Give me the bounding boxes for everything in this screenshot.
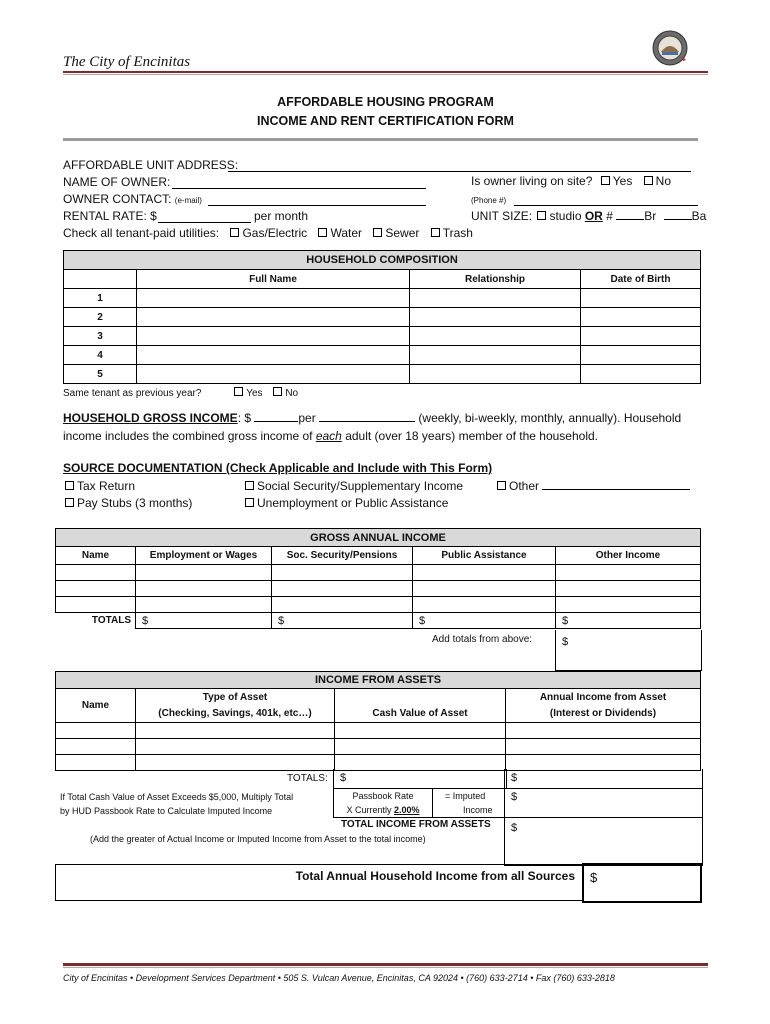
assets-totals-cash[interactable]: $ xyxy=(333,769,507,789)
gas-electric-checkbox[interactable] xyxy=(230,228,239,237)
income-from-assets-table: INCOME FROM ASSETS Name Type of Asset (Checking, Savings, 401k, etc…) Cash Value of Asset Annual Income from Asset (Interest or Dividends) xyxy=(55,671,701,771)
pay-stubs-checkbox[interactable] xyxy=(65,498,74,507)
form-title-line2: INCOME AND RENT CERTIFICATION FORM xyxy=(257,114,514,128)
household-title: HOUSEHOLD COMPOSITION xyxy=(64,251,701,270)
total-annual-label: Total Annual Household Income from all Sources xyxy=(295,869,575,883)
add-totals-label: Add totals from above: xyxy=(432,634,533,645)
same-tenant-row: Same tenant as previous year? Yes No xyxy=(63,388,299,399)
greater-note: (Add the greater of Actual Income or Imputed Income from Asset to the total income) xyxy=(90,834,426,844)
table-row: 3 xyxy=(64,327,701,346)
table-row xyxy=(56,739,701,755)
water-checkbox[interactable] xyxy=(318,228,327,237)
rental-rate-label: RENTAL RATE: $ xyxy=(63,209,157,223)
social-security-option: Social Security/Supplementary Income xyxy=(243,479,463,493)
assets-title: INCOME FROM ASSETS xyxy=(56,672,701,689)
table-row xyxy=(56,723,701,739)
totals-row: TOTALS $ $ $ $ xyxy=(56,613,701,629)
table-row: 4 xyxy=(64,346,701,365)
assets-totals-label: TOTALS: xyxy=(287,773,328,784)
gross-income-line2: income includes the combined gross income of each adult (over 18 years) member of the household. xyxy=(63,429,598,443)
utilities-row: Check all tenant-paid utilities: Gas/Electric Water Sewer Trash xyxy=(63,226,473,240)
rental-rate-field[interactable] xyxy=(158,222,251,223)
imputed-income-cell: = Imputed Income xyxy=(431,788,504,818)
owner-living-no-checkbox[interactable] xyxy=(644,176,653,185)
source-doc-title: SOURCE DOCUMENTATION (Check Applicable and Include with This Form) xyxy=(63,461,493,475)
gross-annual-title: GROSS ANNUAL INCOME xyxy=(56,529,701,547)
owner-living-yes-checkbox[interactable] xyxy=(601,176,610,185)
phone-hint: (Phone #) xyxy=(471,196,507,205)
total-annual-field[interactable]: $ xyxy=(582,863,702,903)
col-full-name: Full Name xyxy=(137,270,410,289)
studio-checkbox[interactable] xyxy=(537,211,546,220)
gross-annual-income-table: GROSS ANNUAL INCOME Name Employment or Wages Soc. Security/Pensions Public Assistance Other Income TOTALS $ $ $ $ xyxy=(55,528,701,629)
total-from-assets-label: TOTAL INCOME FROM ASSETS xyxy=(341,819,491,830)
table-row xyxy=(56,565,701,581)
footer-address: City of Encinitas • Development Services Department • 505 S. Vulcan Avenue, Encinitas, CA 92024 • (760) 633-2714 • Fax (760) 633-2818 xyxy=(63,973,615,983)
gross-income-line1: HOUSEHOLD GROSS INCOME: $ per (weekly, bi-weekly, monthly, annually). Household xyxy=(63,411,682,425)
table-row xyxy=(56,597,701,613)
form-title-line1: AFFORDABLE HOUSING PROGRAM xyxy=(277,95,494,109)
owner-name-label: NAME OF OWNER: xyxy=(63,175,171,189)
same-tenant-yes-checkbox[interactable] xyxy=(234,387,243,396)
per-month-label: per month xyxy=(254,209,309,223)
social-security-checkbox[interactable] xyxy=(245,481,254,490)
tax-return-checkbox[interactable] xyxy=(65,481,74,490)
household-composition-table xyxy=(63,250,701,384)
unemployment-checkbox[interactable] xyxy=(245,498,254,507)
owner-name-field[interactable] xyxy=(172,188,426,189)
city-seal xyxy=(652,30,688,66)
total-annual-box xyxy=(55,864,584,901)
total-from-assets-field[interactable]: $ xyxy=(504,817,703,866)
add-totals-field[interactable]: $ xyxy=(555,630,702,671)
col-relationship: Relationship xyxy=(410,270,581,289)
table-row: 1 xyxy=(64,289,701,308)
unit-address-field[interactable] xyxy=(228,171,691,172)
tax-return-option: Tax Return xyxy=(63,479,135,493)
imputed-note: If Total Cash Value of Asset Exceeds $5,000, Multiply Total by HUD Passbook Rate to Calculate Imputed Income xyxy=(60,792,294,816)
other-checkbox[interactable] xyxy=(497,481,506,490)
owner-phone-field[interactable] xyxy=(514,205,698,206)
other-option: Other xyxy=(495,479,690,493)
pay-stubs-option: Pay Stubs (3 months) xyxy=(63,496,192,510)
email-hint: (e-mail) xyxy=(174,196,202,205)
table-row: 2 xyxy=(64,308,701,327)
same-tenant-no-checkbox[interactable] xyxy=(273,387,282,396)
unit-size-row: UNIT SIZE: studio OR # Br Ba xyxy=(471,209,707,223)
owner-living-row: Is owner living on site? Yes No xyxy=(471,174,672,188)
trash-checkbox[interactable] xyxy=(431,228,440,237)
assets-totals-annual[interactable]: $ xyxy=(504,769,703,789)
table-row xyxy=(56,581,701,597)
city-name: The City of Encinitas xyxy=(63,54,191,70)
sewer-checkbox[interactable] xyxy=(373,228,382,237)
imputed-income-field[interactable]: $ xyxy=(504,788,703,818)
col-date-of-birth: Date of Birth xyxy=(581,270,701,289)
unit-address-label: AFFORDABLE UNIT ADDRESS: xyxy=(63,158,239,172)
passbook-rate-cell: Passbook Rate X Currently 2.00% xyxy=(333,788,433,818)
unemployment-option: Unemployment or Public Assistance xyxy=(243,496,448,510)
owner-contact-label: OWNER CONTACT: (e-mail) xyxy=(63,192,202,206)
table-row: 5 xyxy=(64,365,701,384)
owner-email-field[interactable] xyxy=(208,205,426,206)
